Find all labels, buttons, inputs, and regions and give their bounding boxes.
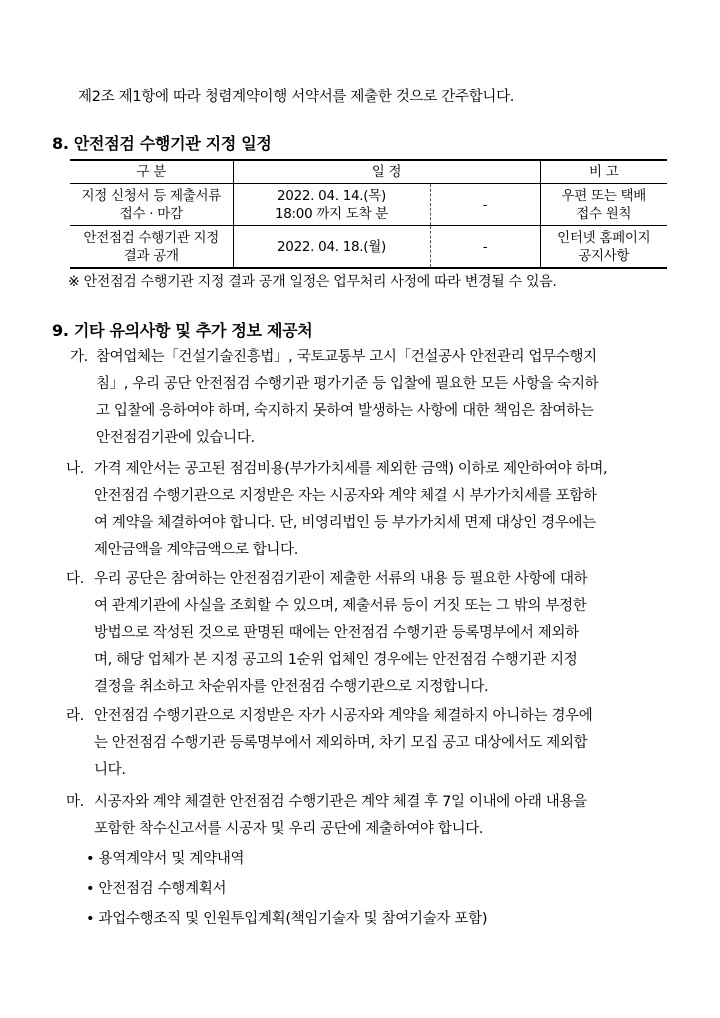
item-line: 안전점검기관에 있습니다. <box>96 430 255 446</box>
schedule-table-header <box>70 160 667 184</box>
cell-extra: - <box>430 184 540 226</box>
item-line: 침」, 우리 공단 안전점검 수행기관 평가기준 등 입찰에 필요한 모든 사항을 숙지하 <box>96 376 599 392</box>
intro-text: 제2조 제1항에 따라 청렴계약이행 서약서를 제출한 것으로 간주합니다. <box>78 89 515 105</box>
cell-line: 공지사항 <box>578 247 630 264</box>
bullet-item: • 용역계약서 및 계약내역 <box>86 851 245 867</box>
cell-line: 18:00 까지 도착 분 <box>274 205 389 222</box>
cell-line: 2022. 04. 14.(목) <box>277 187 386 204</box>
item-line: 며, 해당 업체가 본 지정 공고의 1순위 업체인 경우에는 안전점검 수행기관 지정 <box>94 652 578 668</box>
section-9-heading: 9. 기타 유의사항 및 추가 정보 제공처 <box>52 321 313 340</box>
cell-line: 지정 신청서 등 제출서류 <box>81 187 221 204</box>
item-marker: 가. <box>70 349 88 365</box>
item-line: 방법으로 작성된 것으로 판명된 때에는 안전점검 수행기관 등록명부에서 제외하 <box>94 625 579 641</box>
item-line: 가격 제안서는 공고된 점검비용(부가가치세를 제외한 금액) 이하로 제안하여야 하며, <box>94 461 608 477</box>
item-line: 시공자와 계약 체결한 안전점검 수행기관은 계약 체결 후 7일 이내에 아래 내용을 <box>94 794 587 810</box>
table-row <box>70 226 667 269</box>
bullet-item: • 안전점검 수행계획서 <box>86 881 227 897</box>
cell-remarks <box>540 184 667 226</box>
cell-line: 결과 공개 <box>123 247 179 264</box>
bullet-item: • 과업수행조직 및 인원투입계획(책임기술자 및 참여기술자 포함) <box>86 911 488 927</box>
cell-line: 인터넷 홈페이지 <box>557 229 651 246</box>
item-marker: 마. <box>66 794 84 810</box>
header-remarks: 비 고 <box>540 160 667 184</box>
item-line: 포함한 착수신고서를 시공자 및 우리 공단에 제출하여야 합니다. <box>94 821 484 837</box>
item-line: 안전점검 수행기관으로 지정받은 자는 시공자와 계약 체결 시 부가가치세를 포함하 <box>94 488 597 504</box>
cell-line: 우편 또는 택배 <box>561 187 646 204</box>
cell-remarks <box>540 226 667 269</box>
item-line: 는 안전점검 수행기관 등록명부에서 제외하며, 차기 모집 공고 대상에서도 제외합 <box>94 735 588 751</box>
item-line: 고 입찰에 응하여야 하며, 숙지하지 못하여 발생하는 사항에 대한 책임은 참여하는 <box>96 403 594 419</box>
cell-line: 안전점검 수행기관 지정 <box>83 229 219 246</box>
cell-line: 접수 · 마감 <box>119 205 183 222</box>
cell-line: 접수 원칙 <box>576 205 632 222</box>
cell-category <box>70 184 233 226</box>
table-row <box>70 184 667 226</box>
item-line: 결정을 취소하고 차순위자를 안전점검 수행기관으로 지정합니다. <box>94 679 489 695</box>
schedule-table <box>70 159 667 269</box>
item-marker: 다. <box>66 571 84 587</box>
item-line: 안전점검 수행기관으로 지정받은 자가 시공자와 계약을 체결하지 아니하는 경우에 <box>94 708 593 724</box>
cell-category <box>70 226 233 269</box>
item-line: 우리 공단은 참여하는 안전점검기관이 제출한 서류의 내용 등 필요한 사항에 대하 <box>94 571 588 587</box>
cell-schedule <box>233 184 430 226</box>
item-line: 참여업체는「건설기술진흥법」, 국토교통부 고시「건설공사 안전관리 업무수행지 <box>96 349 597 365</box>
section-8-heading: 8. 안전점검 수행기관 지정 일정 <box>52 134 272 153</box>
item-marker: 라. <box>66 708 84 724</box>
item-line: 니다. <box>94 762 126 778</box>
item-marker: 나. <box>66 461 84 477</box>
cell-schedule: 2022. 04. 18.(월) <box>233 226 430 269</box>
cell-extra: - <box>430 226 540 269</box>
schedule-note: ※ 안전점검 수행기관 지정 결과 공개 일정은 업무처리 사정에 따라 변경될 수 있음. <box>68 274 557 290</box>
item-line: 제안금액을 계약금액으로 합니다. <box>94 542 298 558</box>
item-line: 여 관계기관에 사실을 조회할 수 있으며, 제출서류 등이 거짓 또는 그 밖의 부정한 <box>94 598 587 614</box>
header-schedule: 일 정 <box>233 160 540 184</box>
header-category: 구 분 <box>70 160 233 184</box>
item-line: 여 계약을 체결하여야 합니다. 단, 비영리법인 등 부가가치세 면제 대상인 경우에는 <box>94 515 596 531</box>
